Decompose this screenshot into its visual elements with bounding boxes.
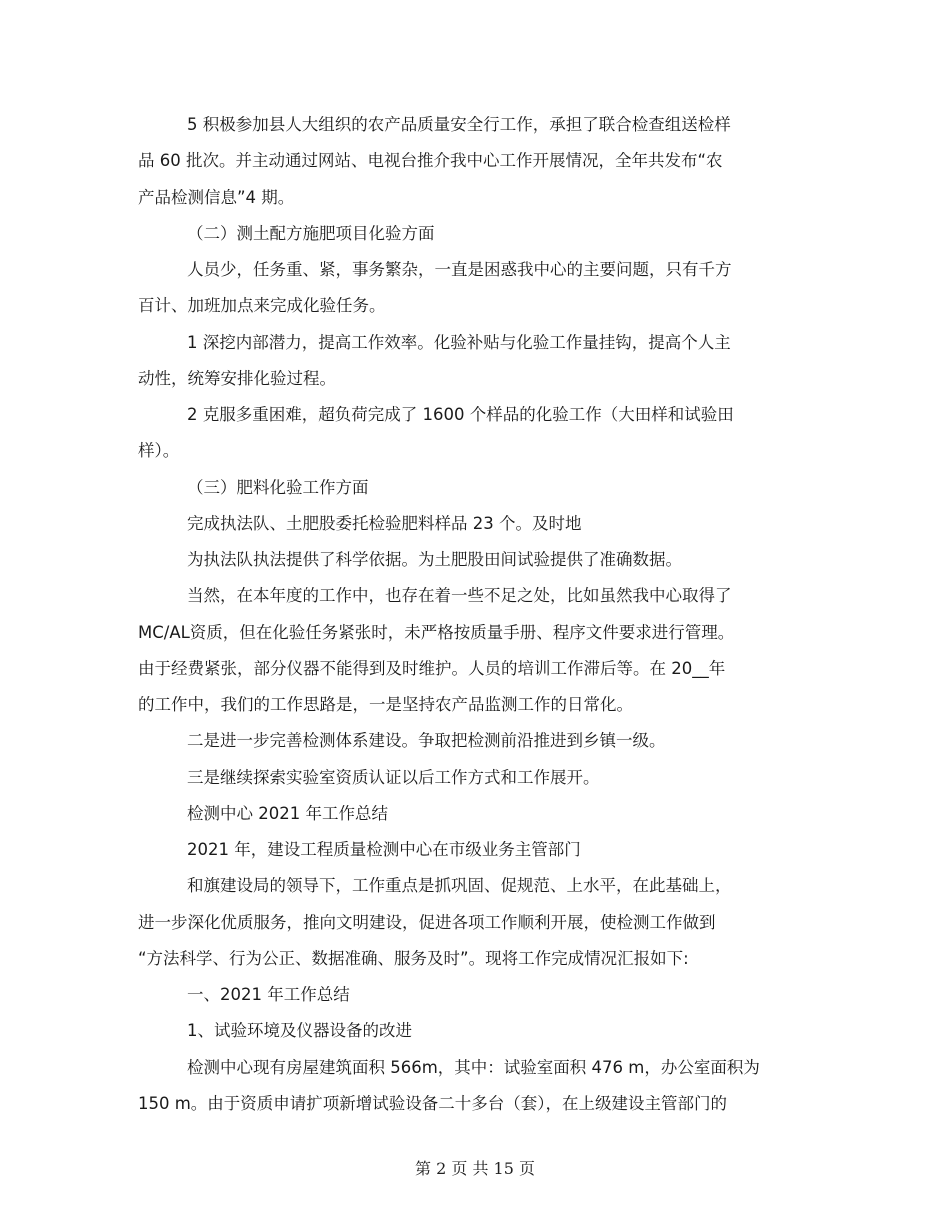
text-line: 一、2021 年工作总结 [187, 985, 350, 1004]
text-line: 2021 年，建设工程质量检测中心在市级业务主管部门 [187, 840, 581, 859]
text-line: MC/AL资质，但在化验任务紧张时，未严格按质量手册、程序文件要求进行管理。 [138, 623, 735, 642]
text-line: 百计、加班加点来完成化验任务。 [138, 296, 386, 315]
text-line: 动性，统筹安排化验过程。 [138, 369, 336, 388]
page-footer: 第 2 页 共 15 页 [415, 1159, 535, 1178]
text-line: 当然，在本年度的工作中，也存在着一些不足之处，比如虽然我中心取得了 [187, 586, 732, 605]
text-line: 和旗建设局的领导下，工作重点是抓巩固、促规范、上水平，在此基础上， [187, 876, 732, 895]
text-line: （三）肥料化验工作方面 [187, 478, 369, 497]
text-line: 1 深挖内部潜力，提高工作效率。化验补贴与化验工作量挂钩，提高个人主 [187, 333, 731, 352]
text-line: 150 m。由于资质申请扩项新增试验设备二十多台（套），在上级建设主管部门的 [138, 1094, 728, 1113]
text-line: 样）。 [138, 441, 180, 460]
text-line: 产品检测信息”4 期。 [138, 188, 295, 207]
text-line: 三是继续探索实验室资质认证以后工作方式和工作展开。 [187, 768, 600, 787]
text-line: 进一步深化优质服务，推向文明建设，促进各项工作顺利开展，使检测工作做到 [138, 913, 716, 932]
text-line: 2 克服多重困难，超负荷完成了 1600 个样品的化验工作（大田样和试验田 [187, 405, 734, 424]
text-line: 5 积极参加县人大组织的农产品质量安全行工作，承担了联合检查组送检样 [187, 115, 731, 134]
text-line: 人员少，任务重、紧，事务繁杂，一直是困惑我中心的主要问题，只有千方 [187, 260, 732, 279]
text-line: 1、试验环境及仪器设备的改进 [187, 1021, 412, 1040]
text-line: 品 60 批次。并主动通过网站、电视台推介我中心工作开展情况，全年共发布“农 [138, 151, 723, 170]
text-line: （二）测土配方施肥项目化验方面 [187, 224, 435, 243]
text-line: 检测中心 2021 年工作总结 [187, 804, 388, 823]
text-line: “方法科学、行为公正、数据准确、服务及时”。现将工作完成情况汇报如下: [138, 949, 689, 968]
text-line: 为执法队执法提供了科学依据。为土肥股田间试验提供了准确数据。 [187, 550, 682, 569]
text-line: 检测中心现有房屋建筑面积 566m，其中：试验室面积 476 m，办公室面积为 [187, 1058, 760, 1077]
text-line: 由于经费紧张，部分仪器不能得到及时维护。人员的培训工作滞后等。在 20__年 [138, 659, 726, 678]
text-line: 的工作中，我们的工作思路是，一是坚持农产品监测工作的日常化。 [138, 695, 633, 714]
text-line: 完成执法队、土肥股委托检验肥料样品 23 个。及时地 [187, 514, 582, 533]
text-line: 二是进一步完善检测体系建设。争取把检测前沿推进到乡镇一级。 [187, 731, 666, 750]
